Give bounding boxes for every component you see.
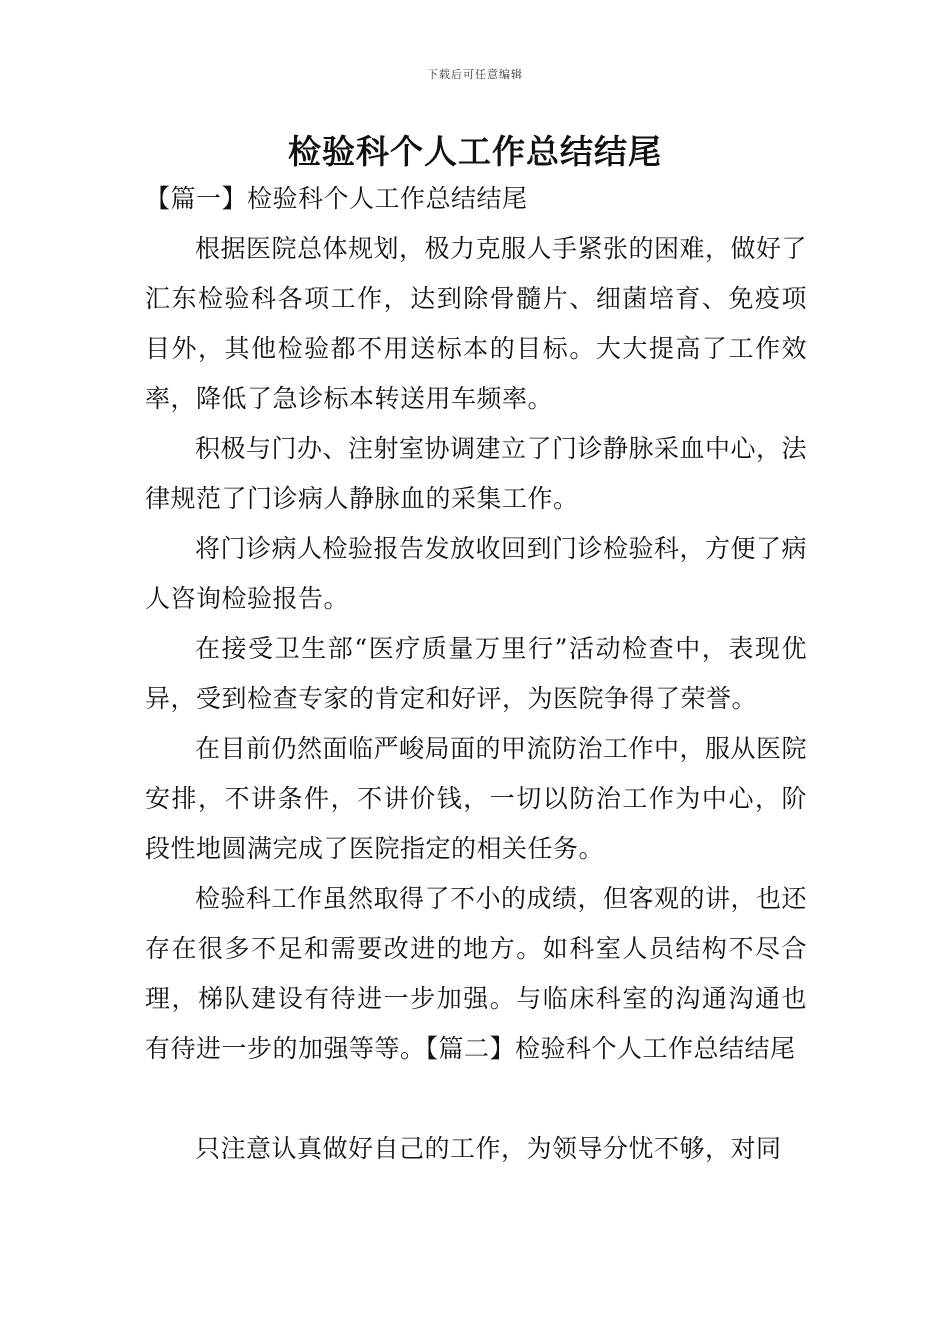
paragraph: 在接受卫生部“医疗质量万里行”活动检查中，表现优异，受到检查专家的肯定和好评，为医院争得了荣誉。 xyxy=(145,634,807,713)
document-body xyxy=(145,180,807,1174)
paragraph: 将门诊病人检验报告发放收回到门诊检验科，方便了病人咨询检验报告。 xyxy=(145,534,808,613)
document-title: 检验科个人工作总结结尾 xyxy=(288,132,662,171)
paragraph: 积极与门办、注射室协调建立了门诊静脉采血中心，法律规范了门诊病人静脉血的采集工作。 xyxy=(145,434,808,513)
header-note: 下载后可任意编辑 xyxy=(427,68,523,81)
paragraph: 根据医院总体规划，极力克服人手紧张的困难，做好了汇东检验科各项工作，达到除骨髓片、细菌培育、免疫项目外，其他检验都不用送标本的目标。大大提高了工作效率，降低了急诊标本转送用车频率。 xyxy=(145,234,808,413)
paragraph: 检验科工作虽然取得了不小的成绩，但客观的讲，也还存在很多不足和需要改进的地方。如科室人员结构不尽合理，梯队建设有待进一步加强。与临床科室的沟通沟通也有待进一步的加强等等。【篇二】检验科个人工作总结结尾 xyxy=(145,884,808,1063)
paragraph: 只注意认真做好自己的工作，为领导分忧不够，对同 xyxy=(195,1134,782,1163)
section-heading: 【篇一】检验科个人工作总结结尾 xyxy=(145,184,528,213)
paragraph-gap xyxy=(145,1074,807,1124)
paragraph: 在目前仍然面临严峻局面的甲流防治工作中，服从医院安排，不讲条件，不讲价钱，一切以防治工作为中心，阶段性地圆满完成了医院指定的相关任务。 xyxy=(145,734,808,863)
